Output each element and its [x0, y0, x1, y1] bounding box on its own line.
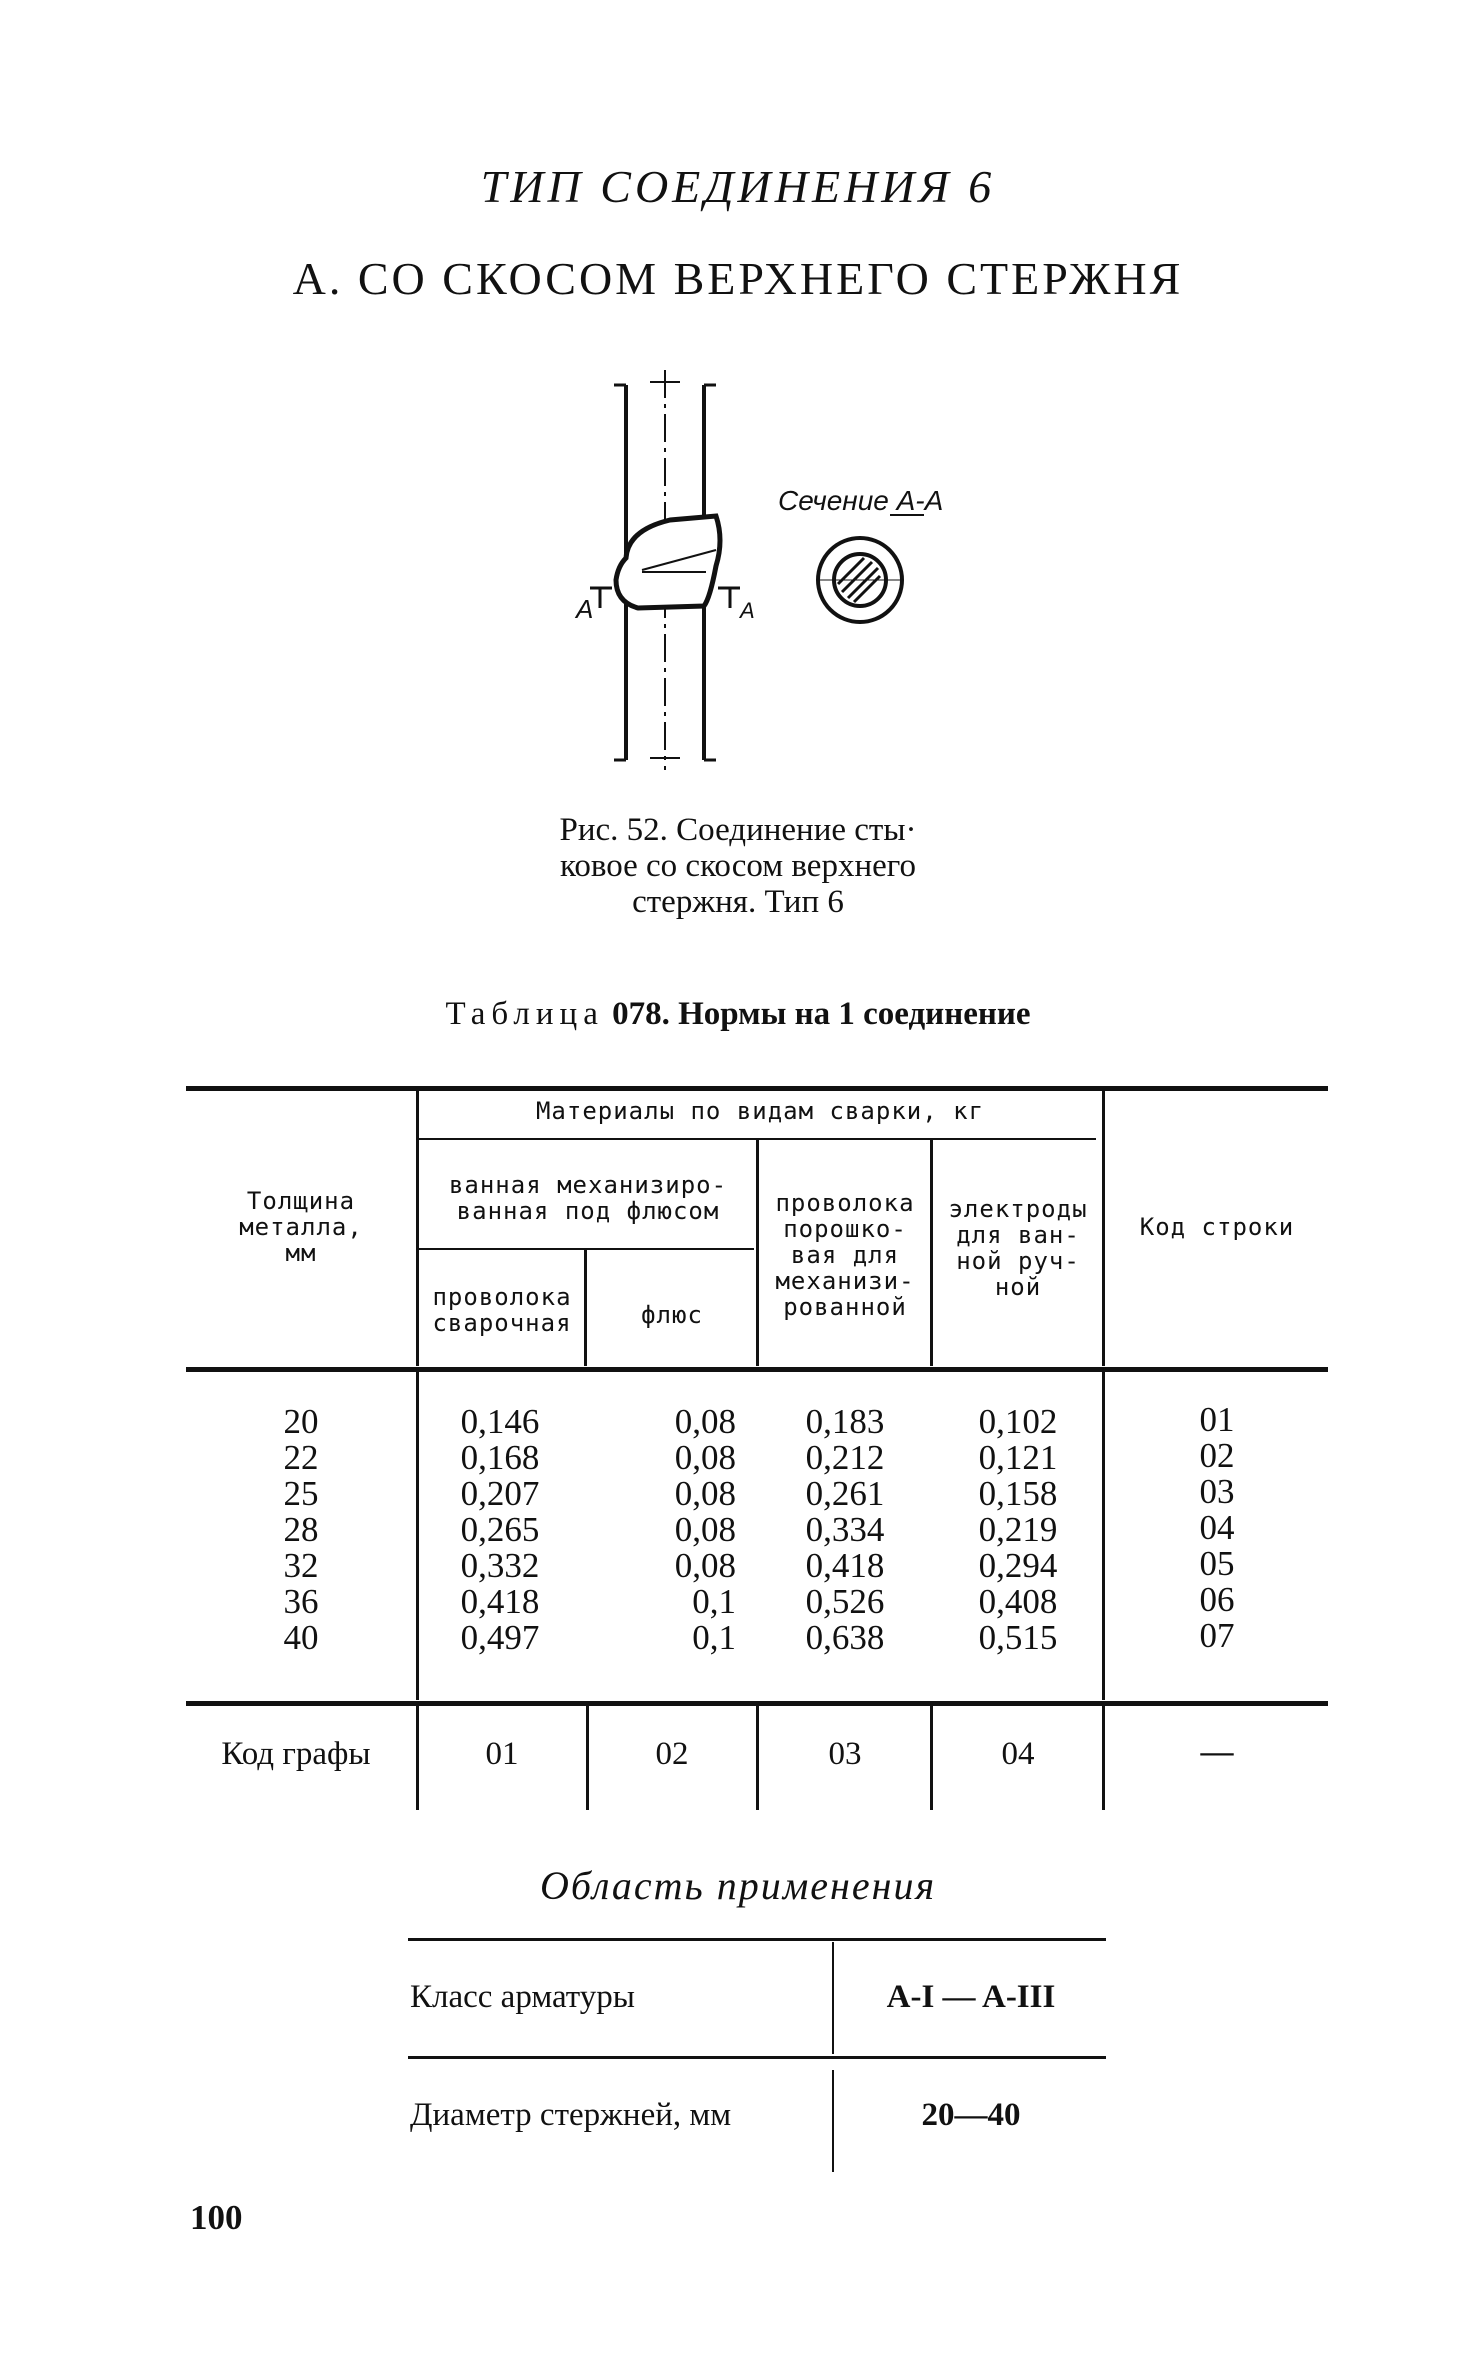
- header-materials: Материалы по видам сварки, кг: [535, 1097, 985, 1125]
- scope-top-rule: [408, 1938, 1106, 1941]
- table-cell: 0,121: [978, 1438, 1058, 1477]
- caption-line: стержня. Тип 6: [632, 884, 844, 920]
- marker-left-label: А: [576, 594, 594, 624]
- table-cell: 0,207: [460, 1474, 540, 1513]
- table-cell: 0,102: [978, 1402, 1058, 1441]
- table-cell: 0,515: [978, 1618, 1058, 1657]
- header-line: мм: [285, 1239, 317, 1267]
- header-line: ванная под флюсом: [456, 1197, 720, 1225]
- header-line: для ван-: [956, 1221, 1080, 1249]
- table-cell: 07: [1199, 1616, 1235, 1655]
- table-cell: 0,294: [978, 1546, 1058, 1585]
- table-cell: 0,526: [805, 1582, 885, 1621]
- table-cell: 05: [1199, 1544, 1235, 1583]
- table-cell: 25: [283, 1474, 319, 1513]
- table-cell: 0,1: [692, 1582, 736, 1621]
- header-line: электроды: [948, 1195, 1088, 1223]
- footer-label: Код графы: [221, 1736, 371, 1772]
- table-cell: 32: [283, 1546, 319, 1585]
- table-cell: 22: [283, 1438, 319, 1477]
- table-cell: 0,08: [674, 1402, 736, 1441]
- type-heading: ТИП СОЕДИНЕНИЯ 6: [480, 161, 996, 212]
- header-wire-powder: [760, 1190, 930, 1320]
- col-divider: [930, 1706, 933, 1810]
- table-cell: 0,334: [805, 1510, 885, 1549]
- subtype-heading: А. СО СКОСОМ ВЕРХНЕГО СТЕРЖНЯ: [292, 253, 1184, 304]
- scope-value: 20—40: [921, 2097, 1021, 2133]
- table-top-rule: [186, 1086, 1328, 1091]
- table-cell: 06: [1199, 1580, 1235, 1619]
- header-line: порошко-: [783, 1215, 907, 1243]
- table-cell: 0,158: [978, 1474, 1058, 1513]
- footer-code: —: [1200, 1734, 1234, 1770]
- joint-drawing-svg: [520, 370, 960, 770]
- table-cell: 0,332: [460, 1546, 540, 1585]
- table-cell: 0,219: [978, 1510, 1058, 1549]
- table-cell: 0,265: [460, 1510, 540, 1549]
- col-thickness: [186, 1404, 416, 1656]
- scope-divider: [832, 2070, 834, 2172]
- table-cell: 0,408: [978, 1582, 1058, 1621]
- table-cell: 04: [1199, 1508, 1235, 1547]
- header-bath-mech: [420, 1172, 756, 1224]
- table-title-word: Таблица: [445, 996, 604, 1032]
- footer-code: 04: [1001, 1736, 1035, 1772]
- col-electrodes: [934, 1404, 1102, 1656]
- footer-code: 01: [485, 1736, 519, 1772]
- scope-label: Диаметр стержней, мм: [410, 2097, 732, 2133]
- table-cell: 0,08: [674, 1474, 736, 1513]
- table-title: [0, 996, 1476, 1033]
- header-electrodes: [934, 1196, 1102, 1300]
- header-row-code: Код строки: [1139, 1213, 1295, 1241]
- table-cell: 0,497: [460, 1618, 540, 1657]
- table-title-rest: 078. Нормы на 1 соединение: [612, 996, 1031, 1032]
- col-divider: [584, 1250, 587, 1366]
- table-cell: 0,212: [805, 1438, 885, 1477]
- col-wire-weld: [420, 1404, 580, 1656]
- table-cell: 0,146: [460, 1402, 540, 1441]
- col-divider: [1102, 1372, 1105, 1700]
- col-divider: [1102, 1090, 1105, 1366]
- scope-title: Область применения: [539, 1863, 937, 1908]
- table-cell: 01: [1199, 1400, 1235, 1439]
- col-divider: [756, 1706, 759, 1810]
- col-row-code: [1106, 1402, 1328, 1654]
- scope-divider: [832, 1942, 834, 2054]
- header-line: металла,: [239, 1213, 363, 1241]
- col-divider: [1102, 1706, 1105, 1810]
- table-header-rule: [186, 1367, 1328, 1372]
- header-line: ванная механизиро-: [448, 1171, 728, 1199]
- col-divider: [756, 1140, 759, 1366]
- table-cell: 28: [283, 1510, 319, 1549]
- table-cell: 0,08: [674, 1546, 736, 1585]
- page-number: 100: [190, 2198, 243, 2237]
- scope-value: A-I — A-III: [886, 1979, 1056, 2015]
- scope-mid-rule: [408, 2056, 1106, 2059]
- table-cell: 40: [283, 1618, 319, 1657]
- table-cell: 0,418: [460, 1582, 540, 1621]
- footer-code: 02: [655, 1736, 689, 1772]
- section-label: Сечение А-А: [778, 485, 944, 516]
- header-line: сварочная: [432, 1309, 572, 1337]
- table-cell: 03: [1199, 1472, 1235, 1511]
- col-divider: [416, 1372, 419, 1700]
- table-cell: 02: [1199, 1436, 1235, 1475]
- header-flux: флюс: [641, 1301, 703, 1329]
- col-divider: [416, 1090, 419, 1366]
- table-cell: 20: [283, 1402, 319, 1441]
- header-line: вая для: [790, 1241, 900, 1269]
- table-cell: 0,168: [460, 1438, 540, 1477]
- caption-line: Рис. 52. Соединение сты·: [559, 812, 917, 848]
- col-wire-powder: [760, 1404, 930, 1656]
- header-line: рованной: [783, 1293, 907, 1321]
- marker-right-label: А: [740, 598, 755, 623]
- table-cell: 0,08: [674, 1510, 736, 1549]
- figure-joint-drawing: [520, 370, 960, 770]
- header-thickness: [186, 1188, 416, 1266]
- col-divider: [930, 1140, 933, 1366]
- footer-code: 03: [828, 1736, 862, 1772]
- header-line: проволока: [432, 1283, 572, 1311]
- table-cell: 0,183: [805, 1402, 885, 1441]
- table-cell: 0,638: [805, 1618, 885, 1657]
- figure-caption: [0, 812, 1476, 920]
- scope-label: Класс арматуры: [410, 1979, 635, 2015]
- table-cell: 36: [283, 1582, 319, 1621]
- table-cell: 0,08: [674, 1438, 736, 1477]
- col-divider: [586, 1706, 589, 1810]
- header-line: проволока: [775, 1189, 915, 1217]
- header-line: ной руч-: [956, 1247, 1080, 1275]
- header-line: ной: [994, 1273, 1042, 1301]
- header-line: Толщина: [246, 1187, 356, 1215]
- table-cell: 0,261: [805, 1474, 885, 1513]
- table-cell: 0,1: [692, 1618, 736, 1657]
- header-line: механизи-: [775, 1267, 915, 1295]
- header-wire-weld: [420, 1284, 584, 1336]
- caption-line: ковое со скосом верхнего: [560, 848, 916, 884]
- col-divider: [416, 1706, 419, 1810]
- col-flux: [600, 1404, 736, 1656]
- table-cell: 0,418: [805, 1546, 885, 1585]
